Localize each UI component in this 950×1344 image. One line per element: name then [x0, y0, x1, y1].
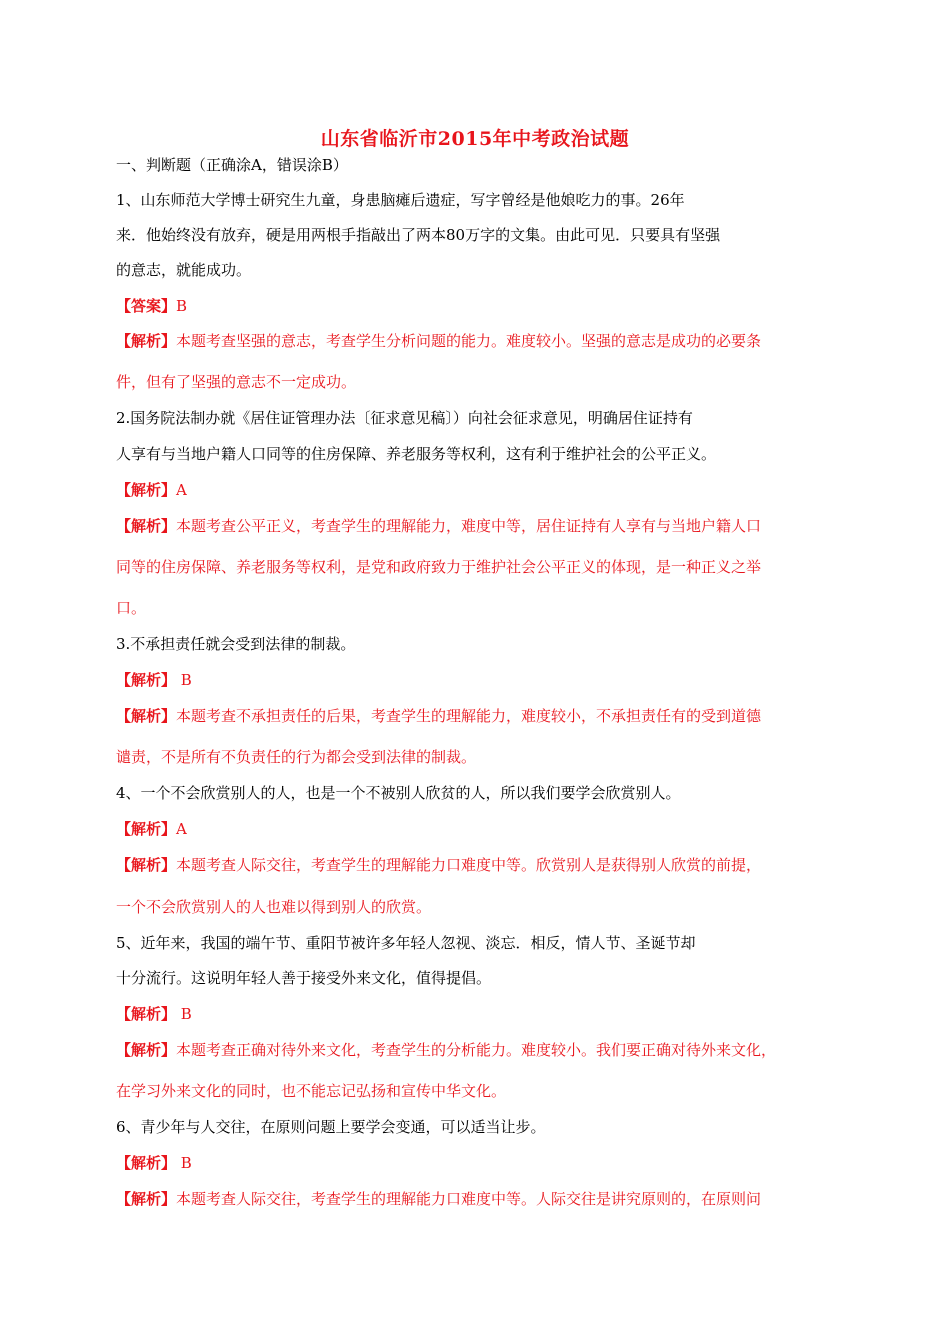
answer-tag: 【解析】 [116, 820, 177, 838]
question-2-explanation-line-3: 口。 [116, 599, 147, 617]
question-1-line-1: 1、山东师范大学博士研究生九童，身患脑瘫后遗症，写字曾经是他娘吃力的事。26年 [116, 191, 685, 209]
question-6-explanation-line-1 [116, 1189, 761, 1209]
answer-value: B [176, 671, 192, 689]
question-4-answer [116, 819, 187, 839]
question-4-explanation-line-2: 一个不会欣赏别人的人也难以得到别人的欣赏。 [116, 898, 432, 916]
question-3-line-1: 3.不承担责任就会受到法律的制裁。 [116, 635, 356, 653]
answer-tag: 【答案】 [116, 297, 177, 315]
question-1-explanation-line-1 [116, 331, 761, 351]
question-2-explanation-line-2: 同等的住房保障、养老服务等权利，是党和政府致力于维护社会公平正义的体现，是一种正义之举 [116, 558, 762, 576]
question-1-explanation-line-2: 件，但有了坚强的意志不一定成功。 [116, 373, 357, 391]
question-3-explanation-line-1 [116, 706, 761, 726]
explanation-tag: 【解析】 [116, 1041, 177, 1059]
explanation-text: 本题考查人际交往，考查学生的理解能力口难度中等。欣赏别人是获得别人欣赏的前提， [176, 856, 762, 874]
question-1-line-3: 的意志，就能成功。 [116, 261, 252, 279]
explanation-tag: 【解析】 [116, 856, 177, 874]
answer-tag: 【解析】 [116, 671, 177, 689]
explanation-text: 本题考查人际交往，考查学生的理解能力口难度中等。人际交往是讲究原则的，在原则问 [176, 1190, 762, 1208]
question-2-answer [116, 480, 187, 500]
explanation-tag: 【解析】 [116, 1190, 177, 1208]
question-5-explanation-line-2: 在学习外来文化的同时，也不能忘记弘扬和宣传中华文化。 [116, 1082, 507, 1100]
question-3-explanation-line-2: 谴责，不是所有不负责任的行为都会受到法律的制裁。 [116, 748, 477, 766]
page-title: 山东省临沂市2015年中考政治试题 [320, 128, 630, 150]
answer-value: B [176, 1154, 192, 1172]
question-2-line-2: 人享有与当地户籍人口同等的住房保障、养老服务等权利，这有利于维护社会的公平正义。 [116, 445, 717, 463]
explanation-text: 本题考查正确对待外来文化，考查学生的分析能力。难度较小。我们要正确对待外来文化， [176, 1041, 777, 1059]
question-5-explanation-line-1 [116, 1040, 776, 1060]
explanation-text: 本题考查公平正义，考查学生的理解能力，难度中等，居住证持有人享有与当地户籍人口 [176, 517, 762, 535]
answer-tag: 【解析】 [116, 1154, 177, 1172]
answer-value: A [176, 820, 187, 838]
question-2-line-1: 2.国务院法制办就《居住证管理办法〔征求意见稿〕）向社会征求意见，明确居住证持有 [116, 409, 693, 427]
explanation-tag: 【解析】 [116, 517, 177, 535]
question-5-answer [116, 1004, 192, 1024]
answer-tag: 【解析】 [116, 481, 177, 499]
question-1-answer [116, 296, 187, 316]
question-6-line-1: 6、青少年与人交往，在原则问题上要学会变通，可以适当让步。 [116, 1118, 546, 1136]
question-2-explanation-line-1 [116, 516, 761, 536]
question-6-answer [116, 1153, 192, 1173]
question-3-answer [116, 670, 192, 690]
question-5-line-2: 十分流行。这说明年轻人善于接受外来文化，值得提倡。 [116, 969, 492, 987]
answer-value: A [176, 481, 187, 499]
answer-value: B [176, 297, 188, 315]
question-4-line-1: 4、一个不会欣赏别人的人，也是一个不被别人欣贫的人，所以我们要学会欣赏别人。 [116, 784, 681, 802]
section-heading: 一、判断题（正确涂A，错误涂B） [116, 156, 348, 174]
answer-value: B [176, 1005, 192, 1023]
answer-tag: 【解析】 [116, 1005, 177, 1023]
question-1-line-2: 来．他始终没有放弃，硬是用两根手指敲出了两本80万字的文集。由此可见．只要具有坚强 [116, 226, 721, 244]
question-4-explanation-line-1 [116, 855, 761, 875]
explanation-text: 本题考查不承担责任的后果，考查学生的理解能力，难度较小，不承担责任有的受到道德 [176, 707, 762, 725]
explanation-text: 本题考查坚强的意志，考查学生分析问题的能力。难度较小。坚强的意志是成功的必要条 [176, 332, 762, 350]
explanation-tag: 【解析】 [116, 707, 177, 725]
question-5-line-1: 5、近年来，我国的端午节、重阳节被许多年轻人忽视、淡忘．相反，情人节、圣诞节却 [116, 934, 696, 952]
explanation-tag: 【解析】 [116, 332, 177, 350]
